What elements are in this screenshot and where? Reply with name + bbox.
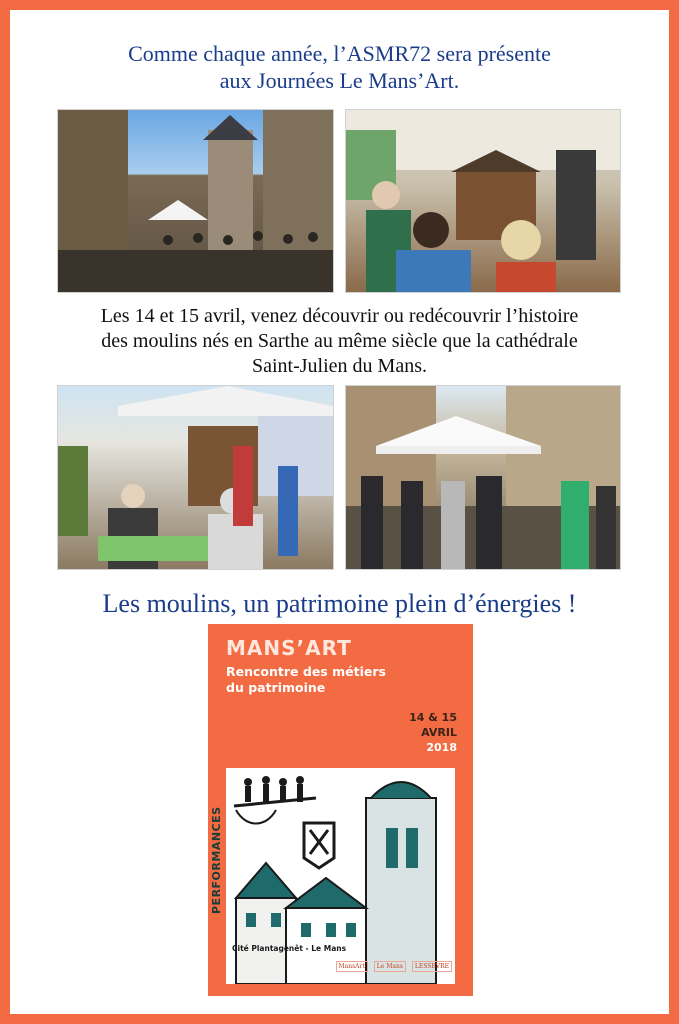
photo-square-stands (58, 110, 333, 292)
logo-sponsor: LESSEVRE (412, 961, 452, 972)
photo-mill-models (346, 110, 620, 292)
poster-venue: Cité Plantagenêt - Le Mans (232, 944, 347, 953)
intro-text (10, 40, 669, 94)
poster-month: AVRIL (421, 726, 457, 739)
intro-line-1: Comme chaque année, l’ASMR72 sera présente (128, 41, 551, 66)
poster-days: 14 & 15 (409, 711, 457, 724)
event-poster (208, 624, 473, 996)
details-line-2: des moulins nés en Sarthe au même siècle que la cathédrale (101, 330, 578, 352)
poster-dates (409, 710, 457, 755)
logo-mansart: MansArt (336, 961, 368, 972)
poster-year: 2018 (426, 741, 457, 754)
poster-subtitle-line-2: du patrimoine (226, 680, 326, 695)
poster-illustration (226, 768, 455, 984)
poster-logos (316, 956, 452, 976)
logo-le-mans: Le Mans (374, 961, 406, 972)
photo-visitors-tent (58, 386, 333, 569)
photo-crowd-square (346, 386, 620, 569)
tagline: Les moulins, un patrimoine plein d’énergies ! (102, 589, 577, 618)
poster-subtitle-line-1: Rencontre des métiers (226, 664, 386, 679)
poster-title: MANS’ART (226, 636, 352, 660)
poster-side-label: PERFORMANCES (210, 806, 223, 914)
page-frame (10, 10, 669, 1014)
details-text (10, 304, 669, 379)
details-line-1: Les 14 et 15 avril, venez découvrir ou redécouvrir l’histoire (100, 305, 579, 327)
intro-line-2: aux Journées Le Mans’Art. (219, 68, 460, 93)
poster-subtitle (226, 664, 406, 696)
details-line-3: Saint-Julien du Mans. (252, 355, 427, 377)
